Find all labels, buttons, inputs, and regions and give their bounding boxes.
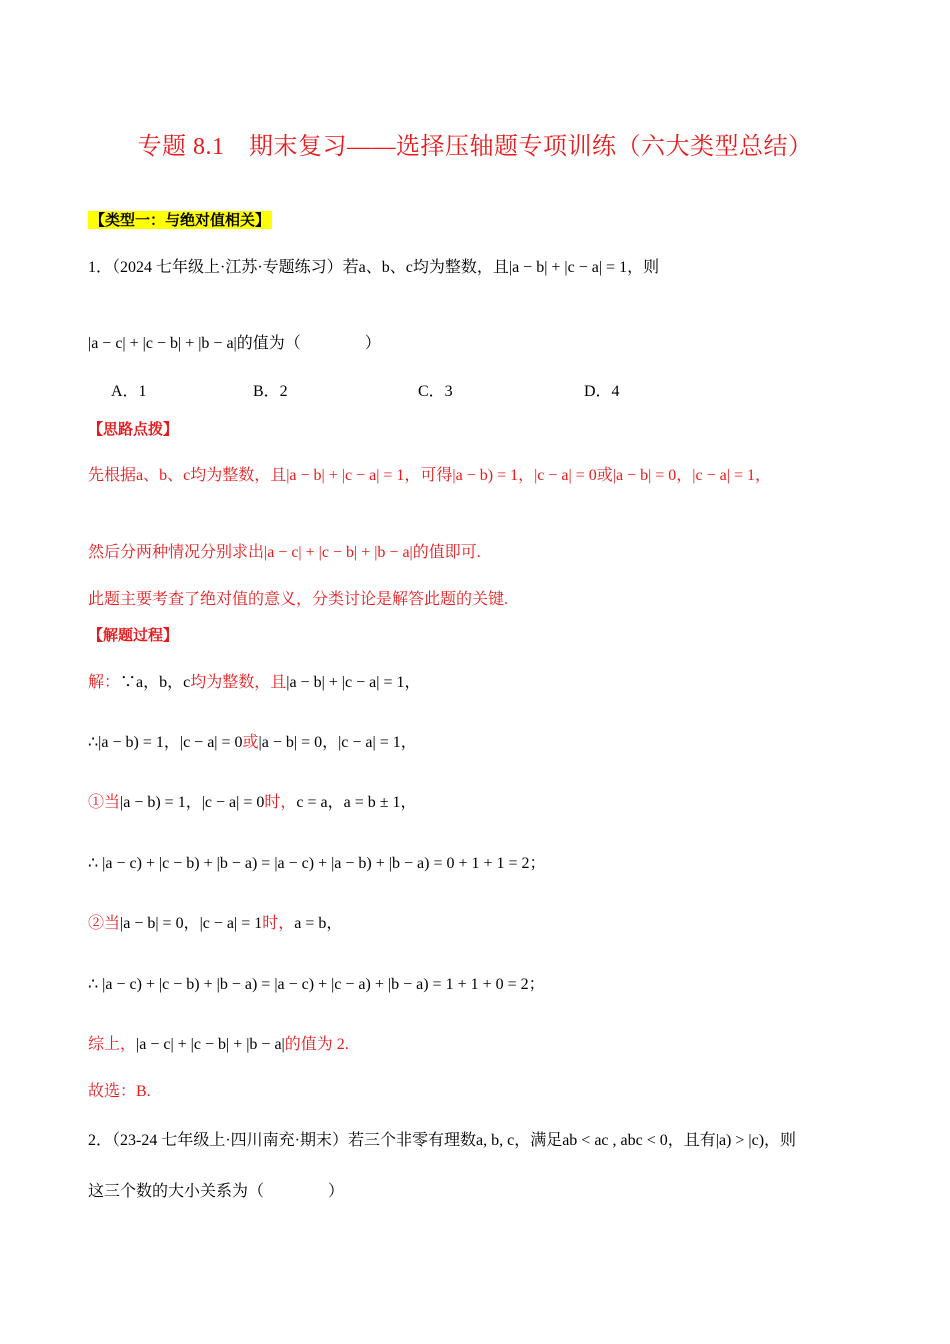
solution-segment: 时， [262,915,295,932]
solution-segment: 综上， [88,1036,137,1053]
solution-segment: 的值为 2. [284,1036,349,1053]
solution-line [88,853,546,875]
solution-segment: 解： [88,674,121,691]
solution-segment: ②当 [88,915,121,932]
solution-segment: |a − c| + |c − b| + |b − a| [136,1036,285,1053]
hint-line: 然后分两种情况分别求出|a − c| + |c − b| + |b − a|的值即可. [88,544,481,561]
solution-segment: 均为整数，且 [190,674,287,691]
solution-segment: ∵a，b，c [120,674,191,691]
solution-segment: |a − b| + |c − a| = 1， [286,674,421,691]
solution-line [88,1081,151,1103]
solution-segment: a = b， [294,915,343,932]
option-b: B．2 [253,383,288,400]
option-a: A．1 [111,383,147,400]
option-c: C．3 [418,383,453,400]
hint-line: 此题主要考查了绝对值的意义，分类讨论是解答此题的关键. [88,591,509,608]
solution-segment: |a − b| = 0，|c − a| = 1 [120,915,263,932]
solution-segment: 或 [242,734,259,751]
option-d: D．4 [584,383,620,400]
page-title: 专题 8.1 期末复习——选择压轴题专项训练（六大类型总结） [137,134,813,160]
solution-line [88,672,420,694]
question-2-text-cont: 这三个数的大小关系为（ ） [88,1183,345,1200]
solution-segment: ∴ |a − c) + |c − b) + |b − a) = |a − c) + |a − b) + |b − a) = 0 + 1 + 1 = 2； [88,855,546,872]
solution-line [88,732,417,754]
solution-segment: |a − b) = 1，|c − a| = 0 [120,794,265,811]
solution-line [88,792,417,814]
solution-header: 【解题过程】 [88,626,179,644]
hint-line: 先根据a、b、c均为整数，且|a − b| + |c − a| = 1，可得|a − b) = 1，|c − a| = 0或|a − b| = 0，|c − a| = 1， [88,467,771,484]
solution-line [88,974,545,996]
solution-line [88,913,342,935]
solution-segment: ①当 [88,794,121,811]
solution-segment: ∴|a − b) = 1，|c − a| = 0 [88,734,243,751]
solution-line [88,1034,349,1056]
hint-header: 【思路点拨】 [88,420,179,438]
solution-segment: ∴ |a − c) + |c − b) + |b − a) = |a − c) + |c − a) + |b − a) = 1 + 1 + 0 = 2； [88,976,545,993]
solution-segment: c = a，a = b ± 1， [296,794,417,811]
question-1-text: 1．（2024 七年级上·江苏·专题练习）若a、b、c均为整数，且|a − b| + |c − a| = 1，则 [88,259,660,276]
solution-segment: 故选：B. [88,1083,151,1100]
question-1-text-cont: |a − c| + |c − b| + |b − a|的值为（ ） [88,335,381,352]
solution-segment: 时， [264,794,297,811]
section-label: 【类型一：与绝对值相关】 [90,211,271,229]
solution-segment: |a − b| = 0，|c − a| = 1， [258,734,417,751]
question-2-text: 2．（23-24 七年级上·四川南充·期末）若三个非零有理数a, b, c，满足ab < ac , abc < 0，且有|a) > |c)，则 [88,1132,797,1149]
